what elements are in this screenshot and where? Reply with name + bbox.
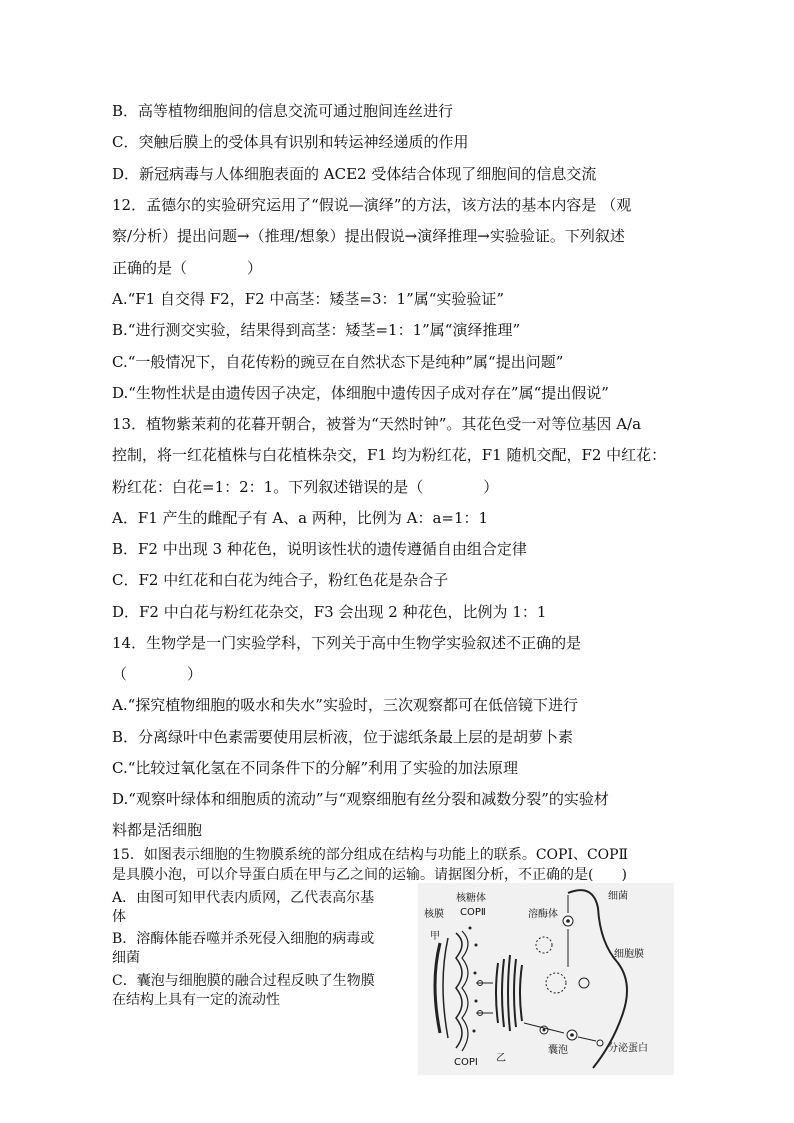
biomembrane-diagram: [418, 883, 674, 1075]
option-12d: D.“生物性状是由遗传因子决定，体细胞中遗传因子成对存在”属“提出假说”: [112, 384, 609, 402]
label-cell-membrane: 细胞膜: [614, 949, 644, 960]
option-11b: B．高等植物细胞间的信息交流可通过胞间连丝进行: [112, 102, 454, 120]
question-12-line-1: 12．孟德尔的实验研究运用了“假说—演绎”的方法，该方法的基本内容是 （观: [112, 196, 632, 214]
option-15c-line-2: 在结构上具有一定的流动性: [112, 992, 280, 1008]
option-11d: D．新冠病毒与人体细胞表面的 ACE2 受体结合体现了细胞间的信息交流: [112, 165, 597, 183]
option-14a: A.“探究植物细胞的吸水和失水”实验时，三次观察都可在低倍镜下进行: [112, 696, 578, 714]
label-jia: 甲: [430, 931, 440, 942]
option-13d: D．F2 中白花与粉红花杂交，F3 会出现 2 种花色，比例为 1：1: [112, 603, 547, 621]
option-15b-line-2: 细菌: [112, 950, 140, 966]
option-13a: A．F1 产生的雌配子有 A、a 两种，比例为 A：a=1：1: [112, 509, 489, 527]
option-15a-line-2: 体: [112, 909, 126, 925]
option-12c: C.“一般情况下，自花传粉的豌豆在自然状态下是纯种”属“提出问题”: [112, 353, 564, 371]
biomembrane-figure: [418, 883, 674, 1075]
bacteria: [566, 919, 570, 923]
label-ribosome: 核糖体: [456, 893, 486, 904]
question-13-line-3: 粉红花：白花=1：2：1。下列叙述错误的是（ ）: [112, 478, 499, 496]
option-15a-line-1: A．由图可知甲代表内质网，乙代表高尔基: [112, 890, 375, 906]
question-15-line-1: 15．如图表示细胞的生物膜系统的部分组成在结构与功能上的联系。COPⅠ、COPⅡ: [112, 847, 629, 863]
label-copii: COPⅡ: [460, 907, 486, 918]
question-14-line-1: 14．生物学是一门实验学科，下列关于高中生物学实验叙述不正确的是: [112, 634, 582, 652]
question-12-line-2: 察/分析）提出问题→（推理/想象）提出假说→演绎推理→实验验证。下列叙述: [112, 227, 625, 245]
option-12b: B.“进行测交实验，结果得到高茎：矮茎=1：1”属“演绎推理”: [112, 321, 521, 339]
option-14d-line-1: D.“观察叶绿体和细胞质的流动”与“观察细胞有丝分裂和减数分裂”的实验材: [112, 790, 609, 808]
question-12-line-3: 正确的是（ ）: [112, 259, 263, 277]
label-vesicle: 囊泡: [548, 1045, 568, 1056]
question-15-line-2: 是具膜小泡，可以介导蛋白质在甲与乙之间的运输。请据图分析，不正确的是( ): [112, 867, 627, 883]
label-secretory-protein: 分泌蛋白: [608, 1043, 648, 1054]
option-14d-line-2: 料都是活细胞: [112, 821, 203, 839]
label-nuclear-membrane: 核膜: [424, 909, 444, 920]
label-lysosome: 溶酶体: [528, 909, 558, 920]
question-13-line-2: 控制，将一红花植株与白花植株杂交，F1 均为粉红花，F1 随机交配，F2 中红花：: [112, 446, 667, 464]
option-14c: C.“比较过氧化氢在不同条件下的分解”利用了实验的加法原理: [112, 759, 519, 777]
question-14-line-2: （ ）: [112, 665, 203, 683]
option-15b-line-1: B．溶酶体能吞噬并杀死侵入细胞的病毒或: [112, 931, 375, 947]
label-bacteria: 细菌: [608, 891, 628, 902]
option-13b: B．F2 中出现 3 种花色，说明该性状的遗传遵循自由组合定律: [112, 540, 527, 558]
option-12a: A.“F1 自交得 F2，F2 中高茎：矮茎=3：1”属“实验验证”: [112, 290, 505, 308]
option-15c-line-1: C．囊泡与细胞膜的融合过程反映了生物膜: [112, 973, 375, 989]
label-yi: 乙: [496, 1053, 506, 1064]
label-copi: COPⅠ: [454, 1057, 478, 1068]
option-11c: C．突触后膜上的受体具有识别和转运神经递质的作用: [112, 133, 469, 151]
question-13-line-1: 13．植物紫茉莉的花暮开朝合，被誉为“天然时钟”。其花色受一对等位基因 A/a: [112, 415, 642, 433]
option-14b: B．分离绿叶中色素需要使用层析液，位于滤纸条最上层的是胡萝卜素: [112, 728, 574, 746]
option-13c: C．F2 中红花和白花为纯合子，粉红色花是杂合子: [112, 571, 449, 589]
